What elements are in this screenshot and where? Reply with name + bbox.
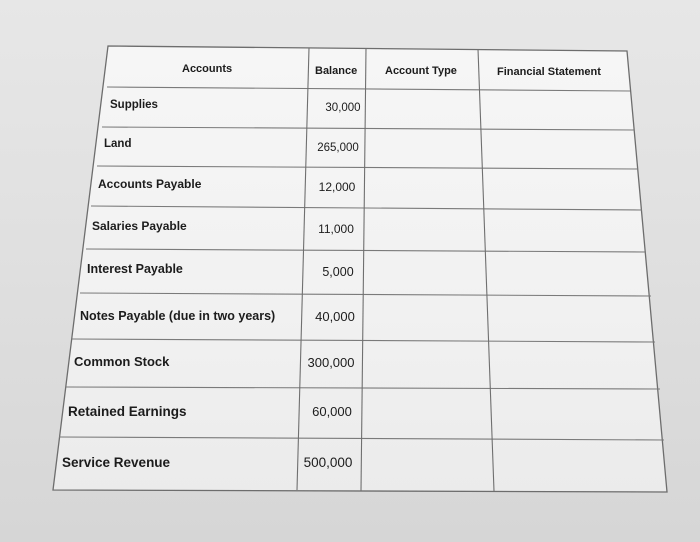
account-name: Supplies [110, 99, 158, 111]
balance-value: 5,000 [322, 265, 354, 279]
balance-value: 265,000 [317, 142, 359, 154]
account-name: Service Revenue [62, 455, 171, 470]
balance-value: 30,000 [325, 102, 361, 114]
account-name: Land [104, 138, 132, 150]
header-account-type: Account Type [385, 65, 457, 77]
header-financial-statement: Financial Statement [497, 66, 601, 78]
account-name: Notes Payable (due in two years) [80, 309, 276, 323]
account-name: Interest Payable [87, 262, 183, 276]
account-name: Salaries Payable [92, 219, 187, 233]
account-name: Common Stock [74, 354, 170, 369]
account-name: Retained Earnings [68, 404, 187, 419]
header-accounts: Accounts [182, 63, 233, 75]
balance-value: 40,000 [315, 309, 355, 324]
balance-value: 60,000 [312, 404, 352, 419]
header-balance: Balance [315, 65, 358, 77]
balance-value: 300,000 [307, 355, 355, 370]
account-name: Accounts Payable [98, 177, 202, 191]
balance-value: 11,000 [318, 222, 354, 236]
balance-value: 500,000 [303, 455, 353, 470]
balance-value: 12,000 [318, 180, 356, 194]
